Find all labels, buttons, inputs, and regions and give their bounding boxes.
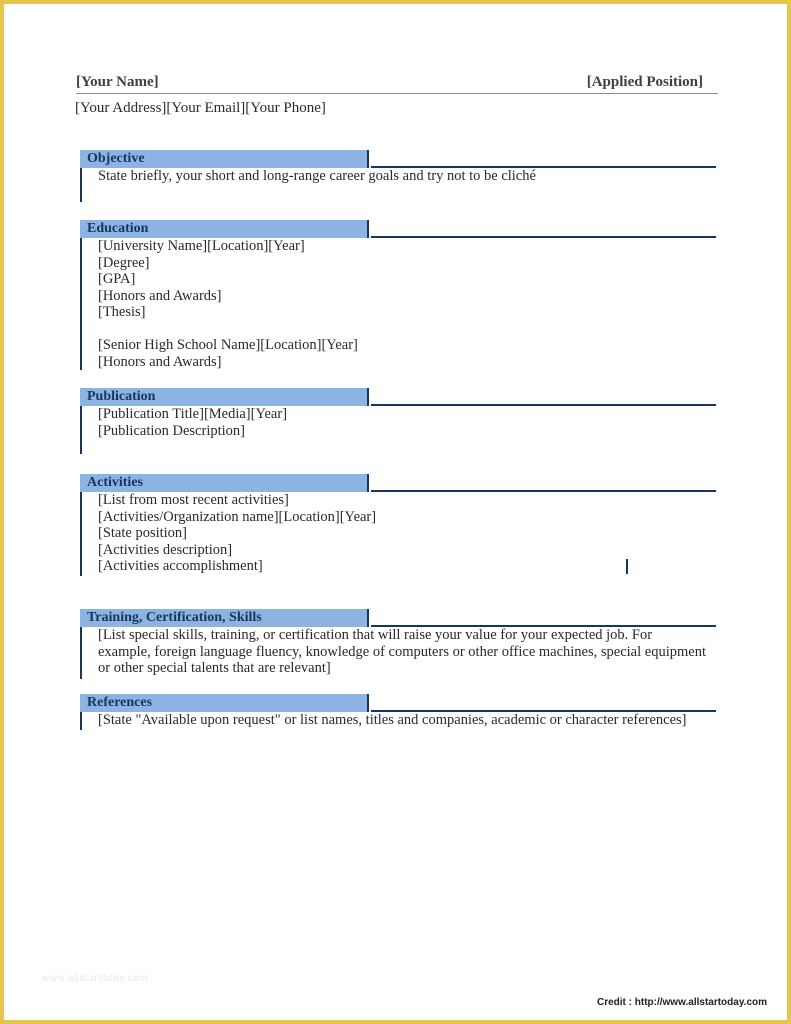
references-text: [State "Available upon request" or list names, titles and companies, academic or character references] <box>98 712 687 728</box>
honors-line: [Honors and Awards] <box>98 353 222 370</box>
skills-text: [List special skills, training, or certification that will raise your value for your expected job. For example, foreign language fluency, knowledge of computers or other office machines, special equipment or other special talents that are relevant] <box>98 627 706 676</box>
applied-position: [Applied Position] <box>586 74 703 90</box>
publication-description-line: [Publication Description] <box>98 422 245 439</box>
watermark: www.allstartoday.com <box>42 973 148 984</box>
your-name: [Your Name] <box>76 74 159 90</box>
section-title: Publication <box>80 388 369 406</box>
publication-title-line: [Publication Title][Media][Year] <box>98 406 288 422</box>
section-title: Training, Certification, Skills <box>80 609 369 627</box>
activities-accomplishment-line: [Activities accomplishment] <box>98 558 263 574</box>
gpa-line: [GPA] <box>98 271 136 287</box>
contact-info: [Your Address][Your Email][Your Phone] <box>75 100 326 116</box>
degree-line: [Degree] <box>98 254 150 271</box>
high-school-line: [Senior High School Name][Location][Year] <box>98 337 358 353</box>
activities-description-line: [Activities description] <box>98 541 233 558</box>
thesis-line: [Thesis] <box>98 304 146 320</box>
position-line: [State position] <box>98 525 188 541</box>
university-line: [University Name][Location][Year] <box>98 238 305 254</box>
section-title: References <box>80 694 369 712</box>
section-title: Objective <box>80 150 369 168</box>
objective-text: State briefly, your short and long-range career goals and try not to be cliché <box>98 168 536 184</box>
section-title: Activities <box>80 474 369 492</box>
honors-line: [Honors and Awards] <box>98 287 222 304</box>
credit-text: Credit : http://www.allstartoday.com <box>596 997 767 1008</box>
organization-line: [Activities/Organization name][Location][Year] <box>98 508 377 525</box>
section-title: Education <box>80 220 369 238</box>
activities-list-line: [List from most recent activities] <box>98 492 289 508</box>
